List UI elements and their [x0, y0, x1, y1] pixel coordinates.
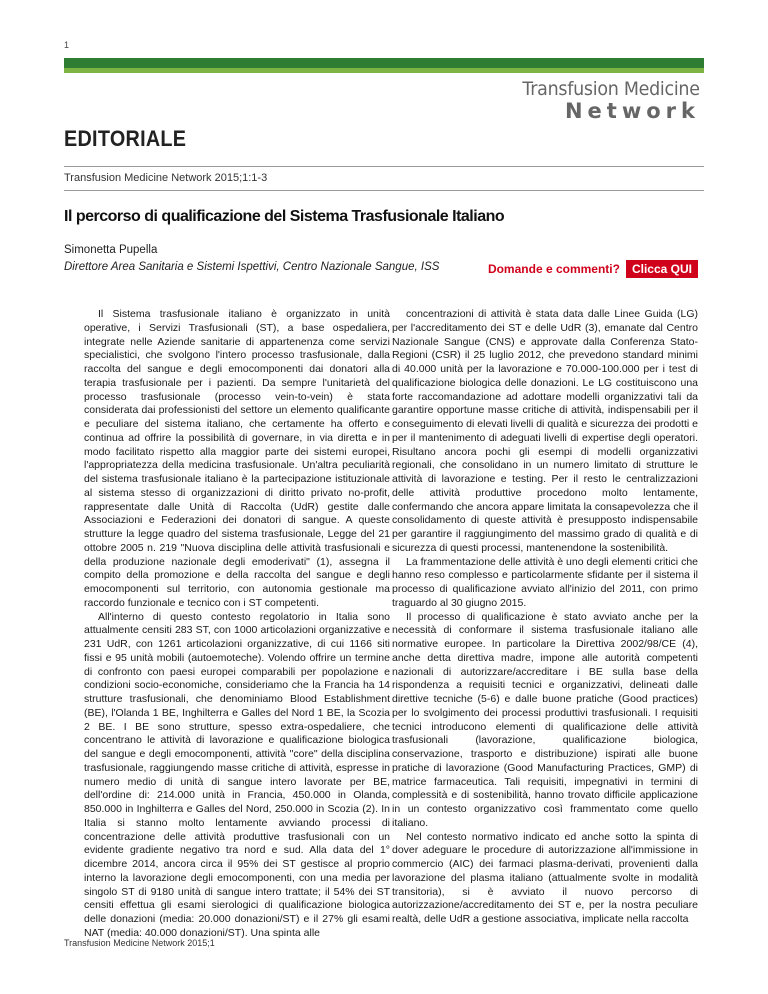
paragraph: La frammentazione delle attività è uno degli elementi critici che hanno reso complesso e particolarmente sfidante per il sistema il processo di qualificazione avviato all'inizio del 2011, con primo traguardo al 30 giugno 2015. [392, 555, 698, 609]
journal-logo-line1: Transfusion Medicine [522, 78, 700, 100]
paragraph: concentrazioni di attività è stata data dalle Linee Guida (LG) per l'accreditamento dei ST e delle UdR (3), emanate dal Centro Nazionale Sangue (CNS) e approvate dalla Conferenza Stato-Regioni (CSR) il 25 luglio 2012, che prevedono standard minimi di 40.000 unità per la lavorazione e 70.000-100.000 per i test di qualificazione biologica delle donazioni. Le LG costituiscono una forte raccomandazione ad adottare modelli organizzativi tali da garantire opportune masse critiche di attività, indispensabili per il conseguimento di elevati livelli di qualità e sicurezza dei prodotti e per il mantenimento di adeguati livelli di expertise degli operatori. Risultano ancora pochi gli esempi di modelli organizzativi regionali, che consolidano in un numero limitato di strutture le attività di lavorazione e testing. Per il resto le centralizzazioni delle attività produttive procedono molto lentamente, confermando che ancora appare limitata la consapevolezza che il consolidamento di queste attività è presupposto indispensabile per garantire il raggiungimento del massimo grado di qualità e di sicurezza di questi processi, mantenendone la sostenibilità. [392, 308, 698, 554]
citation: Transfusion Medicine Network 2015;1:1-3 [64, 172, 268, 184]
body-column-left [84, 308, 390, 941]
body-column-right [392, 308, 698, 927]
paragraph: Il Sistema trasfusionale italiano è organizzato in unità operative, i Servizi Trasfusionali (ST), a base ospedaliera, integrate nelle Aziende sanitarie di appartenenza come servizi specialistici, che svolgono l'intero processo trasfusionale, dalla raccolta del sangue e degli emocomponenti dai donatori alla terapia trasfusionale per i pazienti. Da sempre l'unitarietà del processo trasfusionale (processo vein-to-vein) è stata considerata dai professionisti del settore un elemento qualificante e peculiare del sistema italiano, che certamente ha offerto e continua ad offrire la possibilità di governare, in via diretta e in modo facilitato rispetto alla maggior parte dei sistemi europei, l'appropriatezza della medicina trasfusionale. Un'altra peculiarità del sistema trasfusionale italiano è la partecipazione istituzionale al sistema stesso di organizzazioni di diritto privato no-profit, rappresentate dalle Unità di Raccolta (UdR) gestite dalle Associazioni e Federazioni dei donatori di sangue. A queste strutture la legge quadro del sistema trasfusionale, Legge del 21 ottobre 2005 n. 219 "Nuova disciplina delle attività trasfusionali e della produzione nazionale degli emoderivati" (1), assegna il compito della promozione e della raccolta del sangue e degli emocomponenti sul territorio, con autonomia gestionale ma raccordo funzionale e tecnico con i ST competenti. [84, 308, 390, 609]
divider-top [64, 166, 704, 167]
author-name: Simonetta Pupella [64, 244, 158, 256]
divider-bottom [64, 190, 704, 191]
paragraph: All'interno di questo contesto regolatorio in Italia sono attualmente censiti 283 ST, con 1000 articolazioni organizzative e 231 UdR, con 1261 articolazioni organizzative, di cui 1166 siti fissi e 95 unità mobili (autoemoteche). Volendo offrire un termine di confronto con paesi europei comparabili per popolazione e condizioni socio-economiche, consideriamo che la Francia ha 14 strutture trasfusionali, che denominiamo Blood Establishment (BE), l'Olanda 1 BE, Inghilterra e Galles del Nord 1 BE, la Scozia 2 BE. I BE sono strutture, spesso extra-ospedaliere, che concentrano le attività di lavorazione e qualificazione biologica del sangue e degli emocomponenti, attività "core" della disciplina trasfusionale, raggiungendo masse critiche di attività, espresse in numero medio di unità di sangue intero lavorate per BE, dell'ordine di: 214.000 unità in Francia, 450.000 in Olanda, 850.000 in Inghilterra e Galles del Nord, 250.000 in Scozia (2). In Italia si stanno molto lentamente avviando processi di concentrazione delle attività produttive trasfusionali con un evidente gradiente negativo tra nord e sud. Alla data del 1° dicembre 2014, ancora circa il 95% dei ST gestisce al proprio interno la lavorazione degli emocomponenti, con una media per singolo ST di 9180 unità di sangue intero trattate; il 54% dei ST censiti effettua gli esami sierologici di qualificazione biologica delle donazioni (media: 20.000 donazioni/ST) e il 27% gli esami NAT (media: 40.000 donazioni/ST). Una spinta alle [84, 610, 390, 939]
section-title: EDITORIALE [64, 126, 187, 151]
feedback-question: Domande e commenti? [487, 262, 620, 276]
page-number: 1 [64, 40, 70, 50]
paragraph: Nel contesto normativo indicato ed anche sotto la spinta di dover adeguare le procedure di autorizzazione all'immissione in commercio (AIC) dei farmaci plasma-derivati, provenienti dalla lavorazione del plasma italiano (attualmente svolte in modalità transitoria), si è avviato il nuovo percorso di autorizzazione/accreditamento dei ST e, per la nostra peculiare realtà, delle UdR a gestione associativa, implicate nella raccolta [392, 830, 698, 925]
header-band-light [64, 68, 704, 73]
author-affiliation: Direttore Area Sanitaria e Sistemi Ispettivi, Centro Nazionale Sangue, ISS [64, 261, 440, 273]
paragraph: Il processo di qualificazione è stato avviato anche per la necessità di conformare il sistema trasfusionale italiano alle normative europee. In particolare la Direttiva 2002/98/CE (4), anche detta direttiva madre, impone alle autorità competenti nazionali di autorizzare/accreditare i BE sulla base della rispondenza a requisiti tecnici e organizzativi, delineati dalle direttive tecniche (5-6) e dalle buone pratiche (Good practices) per lo svolgimento dei processi produttivi trasfusionali. I requisiti tecnici introducono elementi di qualificazione delle attività trasfusionali (lavorazione, qualificazione biologica, conservazione, trasporto e distribuzione) ispirati alle buone pratiche di lavorazione (Good Manufacturing Practices, GMP) di matrice farmaceutica. Tali requisiti, impegnativi in termini di complessità e di sostenibilità, hanno trovato difficile applicazione in un contesto organizzativo così frammentato come quello italiano. [392, 610, 698, 829]
feedback-box [488, 260, 698, 278]
journal-logo [507, 78, 700, 122]
journal-logo-line2: Network [564, 99, 700, 123]
article-title: Il percorso di qualificazione del Sistema Trasfusionale Italiano [64, 208, 505, 225]
click-here-button[interactable]: Clicca QUI [626, 260, 698, 278]
page-footer: Transfusion Medicine Network 2015;1 [64, 938, 215, 948]
header-band-dark [64, 58, 704, 68]
